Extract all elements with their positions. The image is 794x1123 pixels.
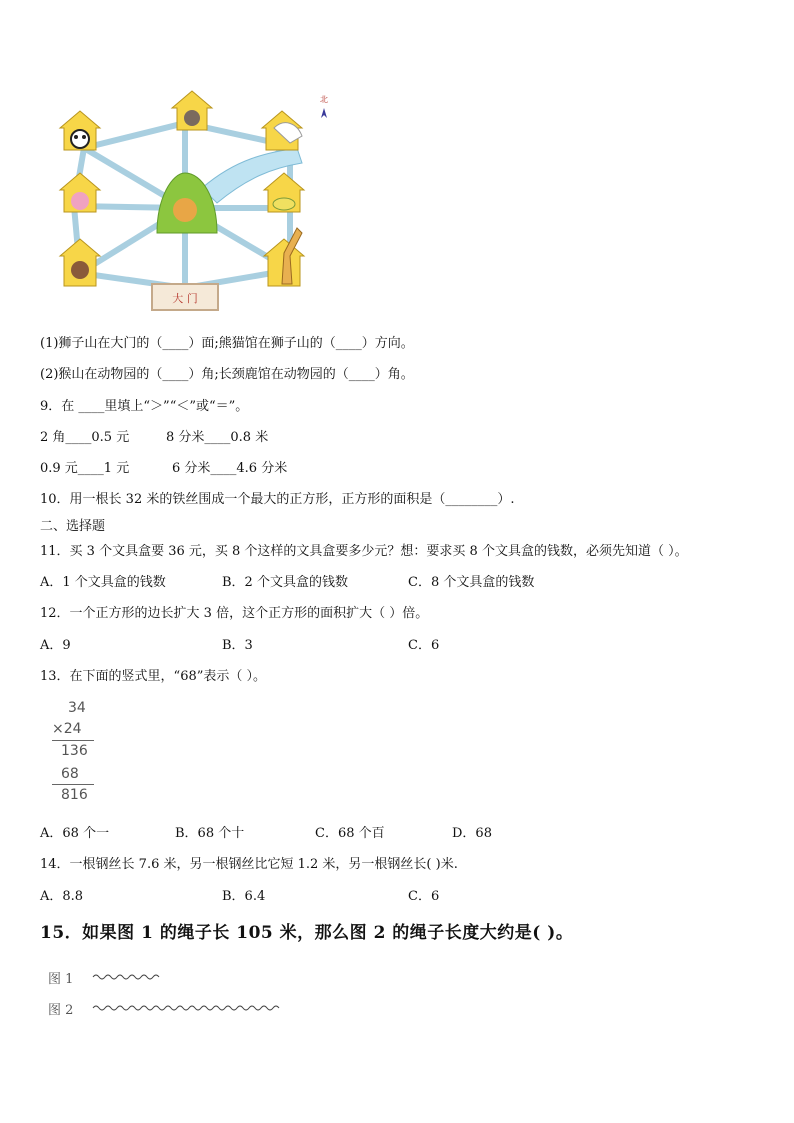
q9-stem: 9．在 ____里填上“＞”“＜”或“＝”。	[40, 399, 249, 414]
q10-stem: 10．用一根长 32 米的铁丝围成一个最大的正方形，正方形的面积是（________）.	[40, 492, 515, 507]
calc-line5: 816	[61, 787, 88, 803]
q13-option-b[interactable]: B．68 个十	[175, 826, 245, 841]
q14-stem: 14．一根钢丝长 7.6 米，另一根钢丝比它短 1.2 米，另一根钢丝长( )米.	[40, 857, 458, 872]
q8-line2: (2)猴山在动物园的（____）角;长颈鹿馆在动物园的（____）角。	[40, 367, 414, 382]
q12-option-a[interactable]: A．9	[40, 638, 71, 653]
calc-divider-2	[52, 784, 94, 785]
q9-row1-a: 2 角____0.5 元	[40, 430, 130, 445]
calc-line3: 136	[61, 743, 88, 759]
q12-stem: 12．一个正方形的边长扩大 3 倍，这个正方形的面积扩大（ ）倍。	[40, 606, 429, 621]
fig2-label: 图 2	[48, 1003, 74, 1018]
q14-option-c[interactable]: C．6	[408, 889, 440, 904]
north-label: 北	[320, 95, 328, 104]
calc-line4: 68	[61, 766, 79, 782]
q12-option-b[interactable]: B．3	[222, 638, 253, 653]
fig1-label: 图 1	[48, 972, 74, 987]
calc-line1: 34	[68, 700, 86, 716]
gate-label: 大 门	[172, 292, 198, 305]
q14-option-a[interactable]: A．8.8	[40, 889, 84, 904]
north-arrow-icon	[321, 108, 327, 118]
q8-line1: (1)狮子山在大门的（____）面;熊猫馆在狮子山的（____）方向。	[40, 336, 414, 351]
q13-option-d[interactable]: D．68	[452, 826, 492, 841]
q13-stem: 13．在下面的竖式里，“68”表示（ ）。	[40, 669, 267, 684]
q15-stem: 15．如果图 1 的绳子长 105 米，那么图 2 的绳子长度大约是( )。	[40, 923, 574, 943]
section-title: 二、选择题	[40, 519, 106, 534]
q11-option-c[interactable]: C．8 个文具盒的钱数	[408, 575, 535, 590]
calc-line2: ×24	[52, 721, 82, 737]
q14-option-b[interactable]: B．6.4	[222, 889, 266, 904]
q11-option-b[interactable]: B．2 个文具盒的钱数	[222, 575, 348, 590]
q11-option-a[interactable]: A．1 个文具盒的钱数	[40, 575, 166, 590]
q9-row2-b: 6 分米____4.6 分米	[172, 461, 288, 476]
q11-stem: 11．买 3 个文具盒要 36 元，买 8 个这样的文具盒要多少元？想：要求买 8 个文具盒的钱数，必须先知道（ ）。	[40, 544, 688, 559]
zoo-map-figure	[52, 88, 342, 318]
q12-option-c[interactable]: C．6	[408, 638, 440, 653]
rope-figure-2	[92, 1003, 284, 1013]
rope-figure-1	[92, 972, 162, 982]
q13-option-c[interactable]: C．68 个百	[315, 826, 385, 841]
calc-divider-1	[52, 740, 94, 741]
q13-option-a[interactable]: A．68 个一	[40, 826, 110, 841]
q9-row2-a: 0.9 元____1 元	[40, 461, 130, 476]
q9-row1-b: 8 分米____0.8 米	[166, 430, 269, 445]
